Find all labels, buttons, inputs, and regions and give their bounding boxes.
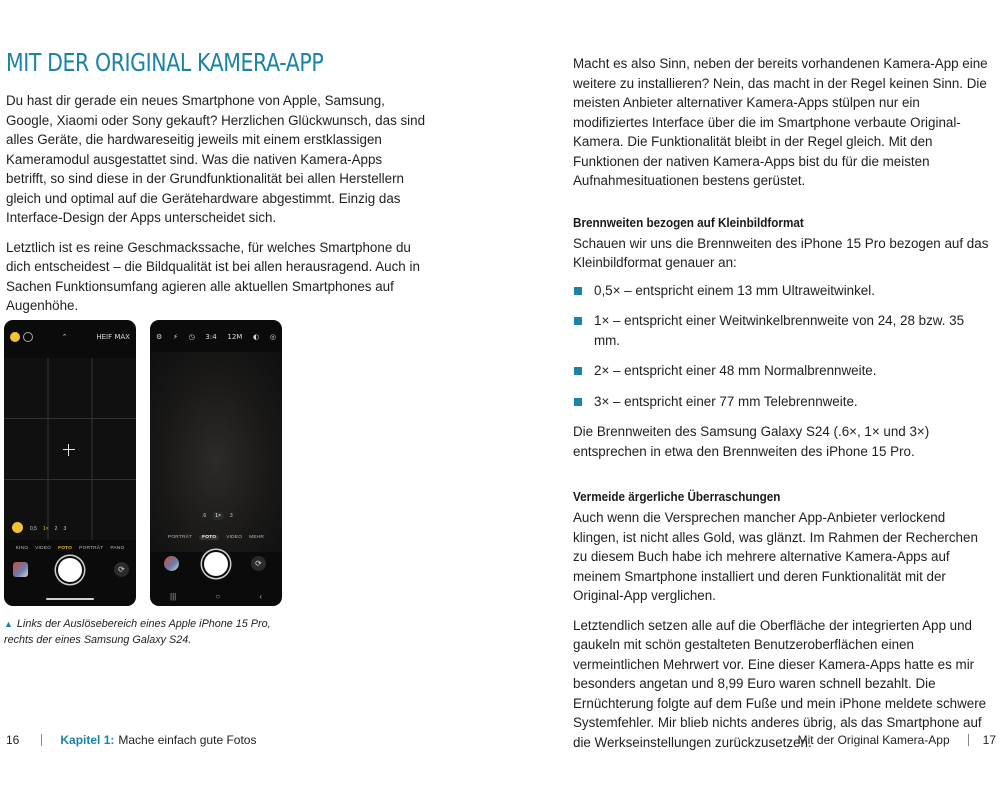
intro-text — [6, 91, 426, 316]
zoom-level-active: 1× — [212, 512, 224, 520]
paragraph: Letztlich ist es reine Geschmackssache, für welches Smartphone du dich entscheidest – die Bildqualität ist bei allen herausragend. Auch in Sachen Funktionsumfang agieren alle aktuellen Smartphones auf Augenhöhe. — [6, 239, 420, 313]
paragraph: Du hast dir gerade ein neues Smartphone von Apple, Samsung, Google, Xiaomi oder Sony gekauft? Herzlichen Glückwunsch, das sind alles Geräte, die hardwareseitig jeweils mit einem erstklassigen Kameramodul ausgestattet sind. Was die nativen Kamera-Apps betrifft, so sind diese in der Grundfunktionalität bei allen Herstellern gleich und optimal auf die Gerätehardware abgestimmt. Einzig das Interface-Design der Apps unterscheidet sich. — [6, 93, 426, 225]
smiley-badge-icon — [12, 522, 23, 533]
bullet-square-icon — [574, 367, 582, 375]
timer-icon: ◷ — [188, 333, 195, 341]
flash-icon: ⚡ — [172, 333, 178, 341]
iphone-top-bar — [10, 332, 130, 342]
live-photo-icon — [23, 332, 33, 342]
list-item — [573, 392, 993, 412]
mode-item: VIDEO — [35, 546, 52, 551]
zoom-level: 1× — [42, 526, 49, 532]
zoom-selector — [202, 512, 233, 520]
chevron-up-icon: ⌃ — [61, 333, 68, 341]
aspect-ratio-label: 3:4 — [205, 333, 217, 341]
home-icon: ○ — [215, 592, 221, 601]
mode-item: MEHR — [249, 535, 265, 540]
zoom-level: 2 — [54, 526, 58, 532]
list-item — [573, 361, 993, 381]
format-label: HEIF MAX — [96, 333, 130, 341]
zoom-level: 3 — [229, 513, 233, 519]
shutter-button — [204, 552, 228, 576]
zoom-level: 0,5 — [30, 526, 37, 532]
page-number: 17 — [982, 733, 996, 747]
running-title: Mit der Original Kamera-App — [797, 733, 950, 747]
paragraph: Schauen wir uns die Brennweiten des iPhone 15 Pro bezogen auf das Kleinbildformat genauer an: — [573, 235, 989, 270]
bullet-square-icon — [574, 317, 582, 325]
bullet-square-icon — [574, 398, 582, 406]
figure-caption — [4, 616, 284, 648]
mode-item: VIDEO — [226, 535, 243, 540]
camera-switch-icon: ⟳ — [114, 562, 129, 577]
subheading: Brennweiten bezogen auf Kleinbildformat — [573, 214, 804, 230]
mode-item: PORTRÄT — [79, 546, 104, 551]
samsung-top-bar — [156, 332, 276, 342]
right-body — [573, 54, 993, 752]
caption-text: Links der Auslösebereich eines Apple iPhone 15 Pro, rechts der eines Samsung Galaxy S24. — [4, 618, 271, 646]
shutter-button — [58, 558, 82, 582]
chapter-label: Kapitel 1: — [60, 733, 115, 747]
mode-item-active: FOTO — [58, 546, 73, 551]
mode-selector — [4, 546, 136, 551]
gallery-thumbnail — [164, 556, 179, 571]
recents-icon: ||| — [170, 592, 177, 601]
filter-icon: ◎ — [269, 333, 276, 341]
viewfinder — [150, 352, 282, 552]
mode-item: KINO — [15, 546, 29, 551]
paragraph: Die Brennweiten des Samsung Galaxy S24 (.6×, 1× und 3×) entsprechen in etwa den Brennweiten des iPhone 15 Pro. — [573, 424, 930, 459]
list-item — [573, 281, 993, 301]
footer-divider — [41, 734, 42, 746]
phone-screenshots-figure — [4, 320, 284, 610]
resolution-label: 12M — [227, 333, 243, 341]
mode-item: PORTRÄT — [167, 535, 193, 540]
list-item-text: 1× – entspricht einer Weitwinkelbrennweite von 24, 28 bzw. 35 mm. — [594, 313, 965, 348]
right-page — [500, 0, 1000, 800]
paragraph: Letztendlich setzen alle auf die Oberfläche der integrierten App und gaukeln mit schön gestalteten Benutzeroberflächen einen vermeintlichen Mehrwert vor. Eine dieser Kamera-Apps hatte es mir besonders angetan und 8,99 Euro waren schnell bezahlt. Die Ernüchterung folgte auf dem Fuße und mein iPhone meldete schwere Systemfehler. Mir blieb nichts anderes übrig, als das Smartphone auf die Werkseinstellungen zurückzusetzen. — [573, 617, 987, 750]
subheading: Vermeide ärgerliche Überraschungen — [573, 489, 781, 504]
flash-icon: ⚡ — [10, 333, 20, 340]
motion-icon: ◐ — [253, 333, 260, 341]
zoom-selector — [30, 526, 66, 532]
list-item — [573, 311, 993, 350]
home-indicator — [46, 598, 94, 600]
samsung-camera-screenshot — [150, 320, 282, 606]
paragraph: Auch wenn die Versprechen mancher App-Anbieter verlockend klingen, ist nicht alles Gold, was glänzt. Im Rahmen der Recherchen zu diesem Buch habe ich mehrere alternative Kamera-Apps auf meinem Smartphone installiert und deren Funktionalität mit der Original-App verglichen. — [573, 510, 978, 603]
settings-icon: ⚙ — [156, 333, 163, 341]
camera-switch-icon: ⟳ — [251, 556, 266, 571]
iphone-camera-screenshot — [4, 320, 136, 606]
mode-item-active: FOTO — [199, 535, 219, 540]
back-icon: ‹ — [259, 592, 262, 601]
chapter-title: Mache einfach gute Fotos — [118, 733, 257, 747]
mode-selector — [150, 535, 282, 540]
list-item-text: 2× – entspricht einer 48 mm Normalbrennweite. — [594, 363, 877, 378]
paragraph: Macht es also Sinn, neben der bereits vorhandenen Kamera-App eine weitere zu installieren? Nein, das macht in der Regel keinen Sinn. Die meisten Anbieter alternativer Kamera-Apps stülpen nur ein modifiziertes Interface über die im Smartphone verbaute Original-Kamera. Die Funktionalität bleibt in der Regel gleich. Mit den Funktionen der nativen Kamera-Apps bist du für die meisten Aufnahmesituationen bestens gerüstet. — [573, 56, 988, 188]
section-heading: MIT DER ORIGINAL KAMERA-APP — [6, 48, 324, 77]
android-nav-bar — [170, 592, 262, 601]
zoom-level: .6 — [202, 513, 207, 519]
footer-divider — [968, 734, 969, 746]
caption-triangle-icon: ▲ — [4, 619, 13, 629]
footer-right — [798, 733, 996, 747]
list-item-text: 3× – entspricht einer 77 mm Telebrennweite. — [594, 393, 858, 409]
mode-item: PANO — [110, 546, 125, 551]
list-item-text: 0,5× – entspricht einem 13 mm Ultraweitwinkel. — [594, 282, 875, 298]
footer-left — [6, 733, 256, 747]
gallery-thumbnail — [13, 562, 28, 577]
zoom-level: 3 — [63, 526, 67, 532]
bullet-square-icon — [574, 287, 582, 295]
focus-crosshair-icon — [63, 444, 75, 456]
bullet-list — [573, 281, 993, 412]
page-number: 16 — [6, 733, 20, 747]
